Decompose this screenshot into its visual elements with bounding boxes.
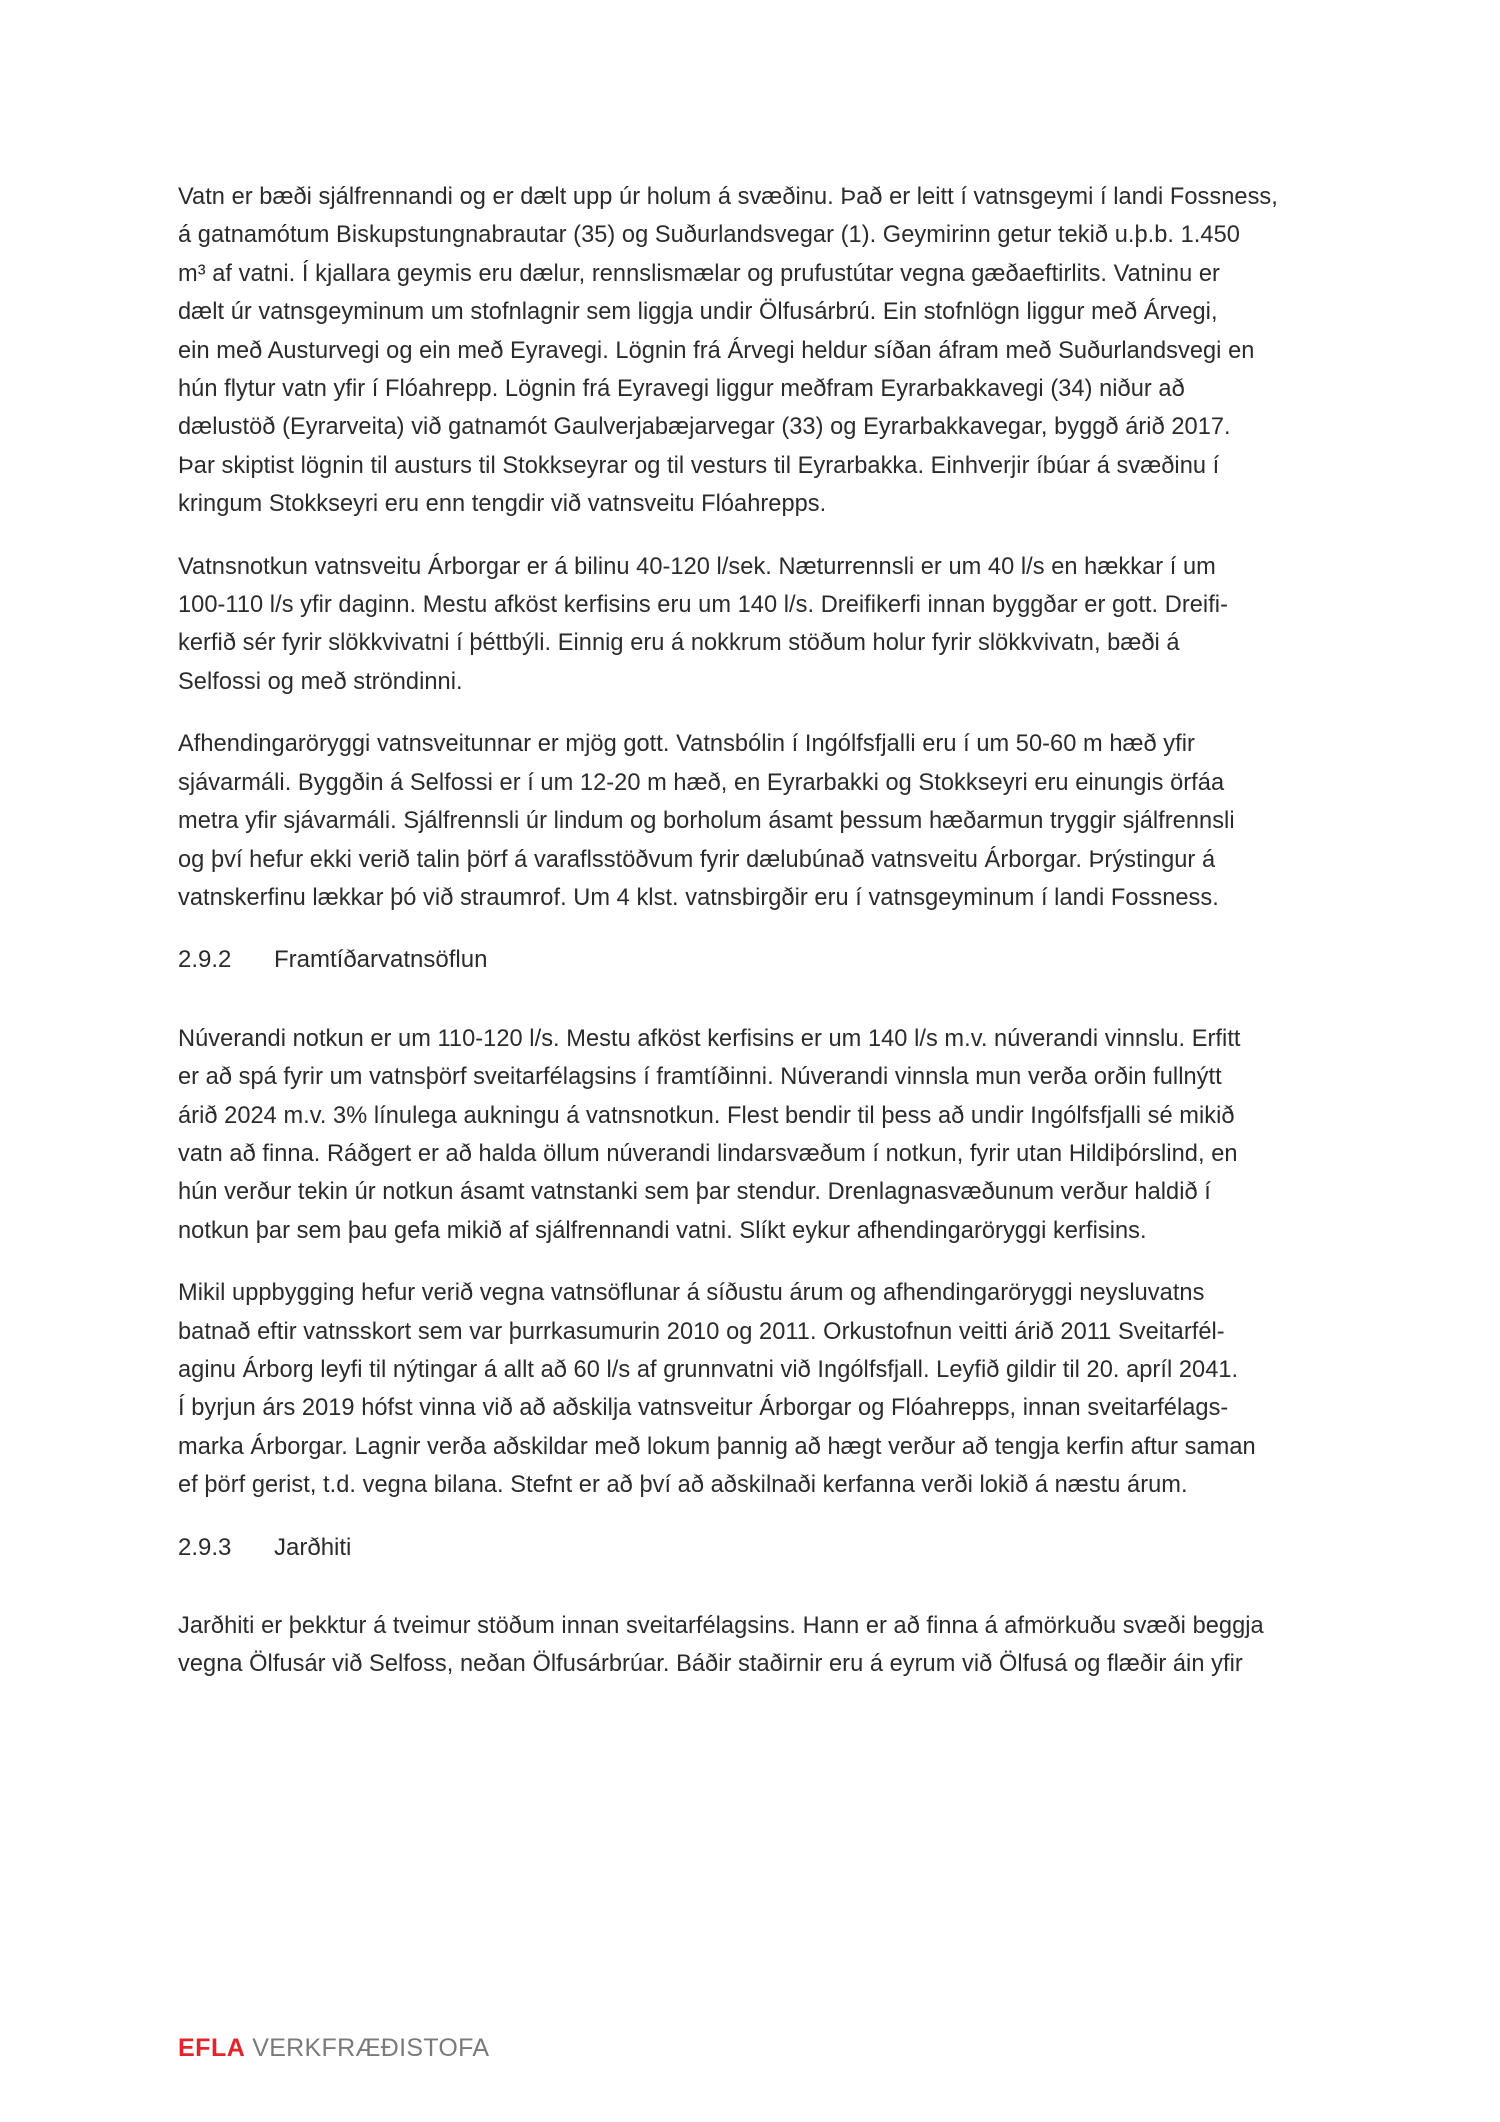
text-line: sjávarmáli. Byggðin á Selfossi er í um 12-20 m hæð, en Eyrarbakki og Stokkseyri eru einungis örfáa (178, 769, 1225, 796)
brand-name: EFLA (178, 2034, 246, 2062)
brand-subtitle: VERKFRÆÐISTOFA (252, 2034, 490, 2062)
text-line: hún flytur vatn yfir í Flóahrepp. Lögnin frá Eyravegi liggur meðfram Eyrarbakkavegi (34) niður að (178, 376, 1185, 403)
section-heading-2-9-2 (178, 941, 1326, 979)
text-line: á gatnamótum Biskupstungnabrautar (35) og Suðurlandsvegar (1). Geymirinn getur tekið u.þ.b. 1.450 (178, 222, 1240, 249)
text-line: 100-110 l/s yfir daginn. Mestu afköst kerfisins eru um 140 l/s. Dreifikerfi innan byggðar er gott. Dreifi- (178, 592, 1229, 619)
text-line: metra yfir sjávarmáli. Sjálfrennsli úr lindum og borholum ásamt þessum hæðarmun tryggir sjálfrennsli (178, 808, 1235, 835)
text-line: Mikil uppbygging hefur verið vegna vatnsöflunar á síðustu árum og afhendingaröryggi neysluvatns (178, 1280, 1205, 1307)
text-line: Selfossi og með ströndinni. (178, 668, 463, 695)
text-line: Vatn er bæði sjálfrennandi og er dælt upp úr holum á svæðinu. Það er leitt í vatnsgeymi í landi Fossness, (178, 184, 1278, 210)
footer-logo (178, 2033, 489, 2063)
text-line: dælustöð (Eyrarveita) við gatnamót Gaulverjabæjarvegar (33) og Eyrarbakkavegar, byggð árið 2017. (178, 414, 1231, 441)
text-line: vatnskerfinu lækkar þó við straumrof. Um 4 klst. vatnsbirgðir eru í vatnsgeyminum í landi Fossness. (178, 884, 1219, 911)
text-line: Í byrjun árs 2019 hófst vinna við að aðskilja vatnsveitur Árborgar og Flóahrepps, innan sveitarfélags- (178, 1395, 1229, 1422)
section-number: 2.9.3 (178, 1533, 232, 1561)
text-line: Þar skiptist lögnin til austurs til Stokkseyrar og til vesturs til Eyrarbakka. Einhverjir íbúar á svæðinu í (178, 452, 1220, 479)
text-line: dælt úr vatnsgeyminum um stofnlagnir sem liggja undir Ölfusárbrú. Ein stofnlögn liggur með Árvegi, (178, 299, 1218, 326)
paragraph-future-water (178, 1020, 1326, 1250)
paragraph-supply-security (178, 725, 1326, 917)
section-number: 2.9.2 (178, 946, 232, 974)
text-line: vegna Ölfusár við Selfoss, neðan Ölfusárbrúar. Báðir staðirnir eru á eyrum við Ölfusá og flæðir áin yfir (178, 1651, 1243, 1678)
text-line: Vatnsnotkun vatnsveitu Árborgar er á bilinu 40-120 l/sek. Næturrennsli er um 40 l/s en hækkar í um (178, 553, 1216, 580)
text-line: Afhendingaröryggi vatnsveitunnar er mjög gott. Vatnsbólin í Ingólfsfjalli eru í um 50-60 m hæð yfir (178, 731, 1195, 758)
text-line: ef þörf gerist, t.d. vegna bilana. Stefnt er að því að aðskilnaði kerfanna verði lokið á næstu árum. (178, 1472, 1188, 1499)
paragraph-geothermal (178, 1607, 1326, 1684)
text-line: er að spá fyrir um vatnsþörf sveitarfélagsins í framtíðinni. Núverandi vinnsla mun verða orðin fullnýtt (178, 1064, 1222, 1091)
paragraph-development (178, 1274, 1326, 1504)
paragraph-water-source (178, 178, 1326, 524)
section-heading-2-9-3 (178, 1529, 1326, 1567)
text-line: kringum Stokkseyri eru enn tengdir við vatnsveitu Flóahrepps. (178, 491, 827, 518)
text-line: marka Árborgar. Lagnir verða aðskildar með lokum þannig að hægt verður að tengja kerfin aftur saman (178, 1433, 1256, 1460)
document-body (178, 178, 1326, 1708)
text-line: batnað eftir vatnsskort sem var þurrkasumurin 2010 og 2011. Orkustofnun veitti árið 2011 Sveitarfél- (178, 1318, 1225, 1345)
text-line: árið 2024 m.v. 3% línulega aukningu á vatnsnotkun. Flest bendir til þess að undir Ingólfsfjalli sé mikið (178, 1102, 1235, 1129)
text-line: notkun þar sem þau gefa mikið af sjálfrennandi vatni. Slíkt eykur afhendingaröryggi kerfisins. (178, 1217, 1147, 1244)
text-line: kerfið sér fyrir slökkvivatni í þéttbýli. Einnig eru á nokkrum stöðum holur fyrir slökkvivatn, bæði á (178, 630, 1180, 657)
text-line: Jarðhiti er þekktur á tveimur stöðum innan sveitarfélagsins. Hann er að finna á afmörkuðu svæði beggja (178, 1613, 1264, 1639)
text-line: hún verður tekin úr notkun ásamt vatnstanki sem þar stendur. Drenlagnasvæðunum verður haldið í (178, 1179, 1211, 1206)
section-title: Framtíðarvatnsöflun (274, 946, 488, 974)
text-line: m³ af vatni. Í kjallara geymis eru dælur, rennslismælar og prufustútar vegna gæðaeftirlits. Vatninu er (178, 260, 1220, 287)
text-line: og því hefur ekki verið talin þörf á varaflsstöðvum fyrir dælubúnað vatnsveitu Árborgar. Þrýstingur á (178, 846, 1216, 873)
paragraph-water-usage (178, 548, 1326, 702)
text-line: aginu Árborg leyfi til nýtingar á allt að 60 l/s af grunnvatni við Ingólfsfjall. Leyfið gildir til 20. apríl 2041. (178, 1356, 1239, 1383)
section-title: Jarðhiti (274, 1533, 352, 1561)
text-line: vatn að finna. Ráðgert er að halda öllum núverandi lindarsvæðum í notkun, fyrir utan Hildiþórslind, en (178, 1140, 1238, 1167)
text-line: ein með Austurvegi og ein með Eyravegi. Lögnin frá Árvegi heldur síðan áfram með Suðurlandsvegi en (178, 337, 1255, 364)
text-line: Núverandi notkun er um 110-120 l/s. Mestu afköst kerfisins er um 140 l/s m.v. núverandi vinnslu. Erfitt (178, 1025, 1241, 1052)
